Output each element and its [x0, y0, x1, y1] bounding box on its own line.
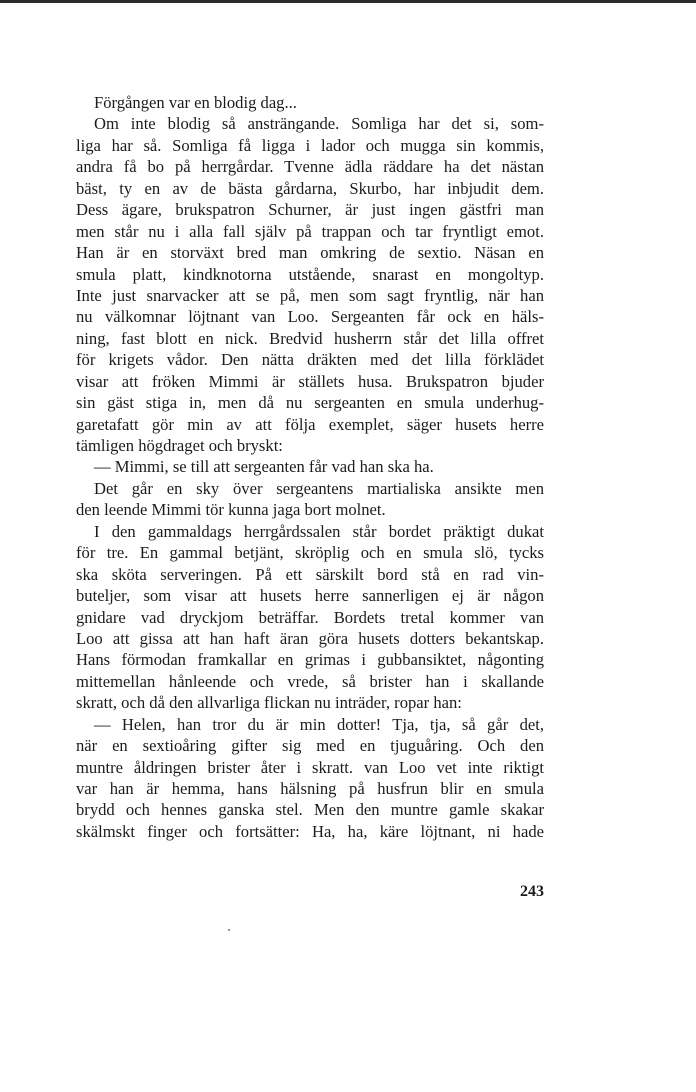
paragraph	[76, 521, 544, 714]
text-line: — Helen, han tror du är min dotter! Tja, tja, så går det,	[94, 714, 544, 734]
paragraph	[76, 113, 544, 456]
text-line: buteljer, som visar att husets herre sannerligen ej är någon	[76, 586, 544, 606]
text-line: — Mimmi, se till att sergeanten får vad han ska ha.	[94, 457, 434, 477]
paragraph	[76, 714, 544, 843]
paragraph	[76, 456, 544, 477]
text-line: brydd och hennes ganska stel. Men den muntre gamle skakar	[76, 800, 544, 820]
text-line: gnidare vad dryckjom beträffar. Bordets tretal kommer van	[76, 607, 544, 627]
text-line: tämligen högdraget och bryskt:	[76, 436, 283, 455]
text-line: ska sköta serveringen. På ett särskilt bord stå en rad vin-	[76, 564, 544, 584]
text-line: ning, fast blott en nick. Bredvid husherrn står det lilla offret	[76, 328, 544, 348]
text-line: garetafatt gör min av att följa exemplet, säger husets herre	[76, 414, 544, 434]
text-line: Hans förmodan framkallar en grimas i gubbansiktet, någonting	[76, 650, 544, 670]
text-line: skälmskt finger och fortsätter: Ha, ha, käre löjtnant, ni hade	[76, 821, 544, 841]
text-line: andra få bo på herrgårdar. Tvenne ädla räddare ha det nästan	[76, 157, 544, 177]
page-number: 243	[520, 883, 544, 900]
text-line: bäst, ty en av de bästa gårdarna, Skurbo, har inbjudit dem.	[76, 178, 544, 198]
text-line: Inte just snarvacker att se på, men som sagt fryntlig, när han	[76, 285, 544, 305]
text-line: för krigets vådor. Den nätta dräkten med det lilla förklädet	[76, 350, 544, 370]
text-line: mittemellan hånleende och vrede, så brister han i skallande	[76, 671, 544, 691]
paper-speck	[228, 929, 230, 931]
text-line: visar att fröken Mimmi är ställets husa. Brukspatron bjuder	[76, 371, 544, 391]
page-top-edge	[0, 0, 696, 3]
text-line: för tre. En gammal betjänt, skröplig och en smula slö, tycks	[76, 543, 544, 563]
text-line: var han är hemma, hans hälsning på husfrun blir en smula	[76, 779, 544, 798]
text-line: när en sextioåring gifter sig med en tjuguåring. Och den	[76, 736, 544, 756]
text-line: muntre åldringen brister åter i skratt. van Loo vet inte riktigt	[76, 757, 544, 777]
text-line: nu välkomnar löjtnant van Loo. Sergeanten får ock en häls-	[76, 307, 544, 327]
text-line: I den gammaldags herrgårdssalen står bordet präktigt dukat	[94, 521, 544, 541]
paragraph	[76, 92, 544, 113]
text-line: Loo att gissa att han haft äran göra husets dotters bekantskap.	[76, 628, 544, 648]
text-line: den leende Mimmi tör kunna jaga bort molnet.	[76, 500, 386, 520]
text-line: Om inte blodig så ansträngande. Somliga har det si, som-	[94, 114, 544, 134]
body-text	[76, 92, 544, 842]
text-line: Dess ägare, brukspatron Schurner, är just ingen gästfri man	[76, 200, 544, 220]
paragraph	[76, 478, 544, 521]
text-line: smula platt, kindknotorna utstående, snarast en mongoltyp.	[76, 264, 544, 284]
text-line: Förgången var en blodig dag...	[94, 93, 297, 112]
text-line: liga har så. Somliga få ligga i lador och mugga sin kommis,	[76, 135, 544, 155]
text-line: Han är en storväxt bred man omkring de sextio. Näsan en	[76, 243, 544, 263]
text-line: men står nu i alla fall själv på trappan och tar fryntligt emot.	[76, 221, 544, 241]
text-line: skratt, och då den allvarliga flickan nu inträder, ropar han:	[76, 693, 462, 713]
text-line: sin gäst stiga in, men då nu sergeanten en smula underhug-	[76, 393, 544, 413]
text-line: Det går en sky över sergeantens martialiska ansikte men	[94, 478, 544, 498]
